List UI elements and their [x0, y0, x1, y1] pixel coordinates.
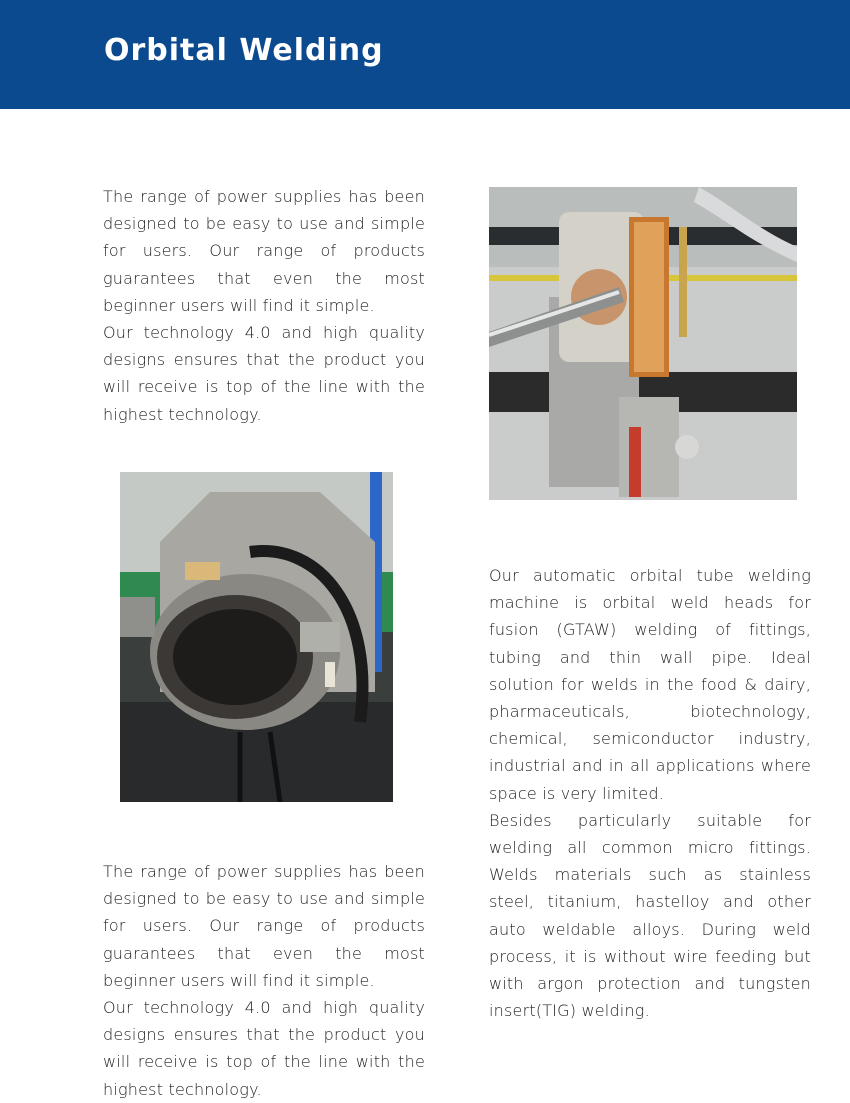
paragraph: Besides particularly suitable for welding all common micro fittings. Welds materials such as stainless steel, titanium, hastelloy and other auto weldable alloys. During weld process, it is without wire feeding but with argon protection and tungsten insert(TIG) welding.	[489, 810, 811, 1021]
weld-head-tube-photo	[489, 187, 797, 500]
paragraph: Our automatic orbital tube welding machine is orbital weld heads for fusion (GTAW) welding of fittings, tubing and thin wall pipe. Ideal solution for welds in the food & dairy, pharmaceuticals, biotechnology, chemical, semiconductor industry, industrial and in all applications where space is very limited.	[489, 566, 811, 803]
paragraph: Our technology 4.0 and high quality designs ensures that the product you will receive is top of the line with the highest technology.	[103, 323, 425, 424]
closing-text-block	[103, 858, 425, 1103]
description-text-block	[489, 562, 811, 1024]
page-title: Orbital Welding	[104, 33, 384, 68]
paragraph: The range of power supplies has been designed to be easy to use and simple for users. Our range of products guarantees that even the most beginner users will find it simple.	[103, 187, 425, 315]
orbital-weld-head-photo	[120, 472, 393, 802]
paragraph: Our technology 4.0 and high quality designs ensures that the product you will receive is top of the line with the highest technology.	[103, 998, 425, 1099]
page-header	[0, 0, 850, 109]
paragraph: The range of power supplies has been designed to be easy to use and simple for users. Our range of products guarantees that even the most beginner users will find it simple.	[103, 862, 425, 990]
intro-text-block	[103, 183, 425, 428]
